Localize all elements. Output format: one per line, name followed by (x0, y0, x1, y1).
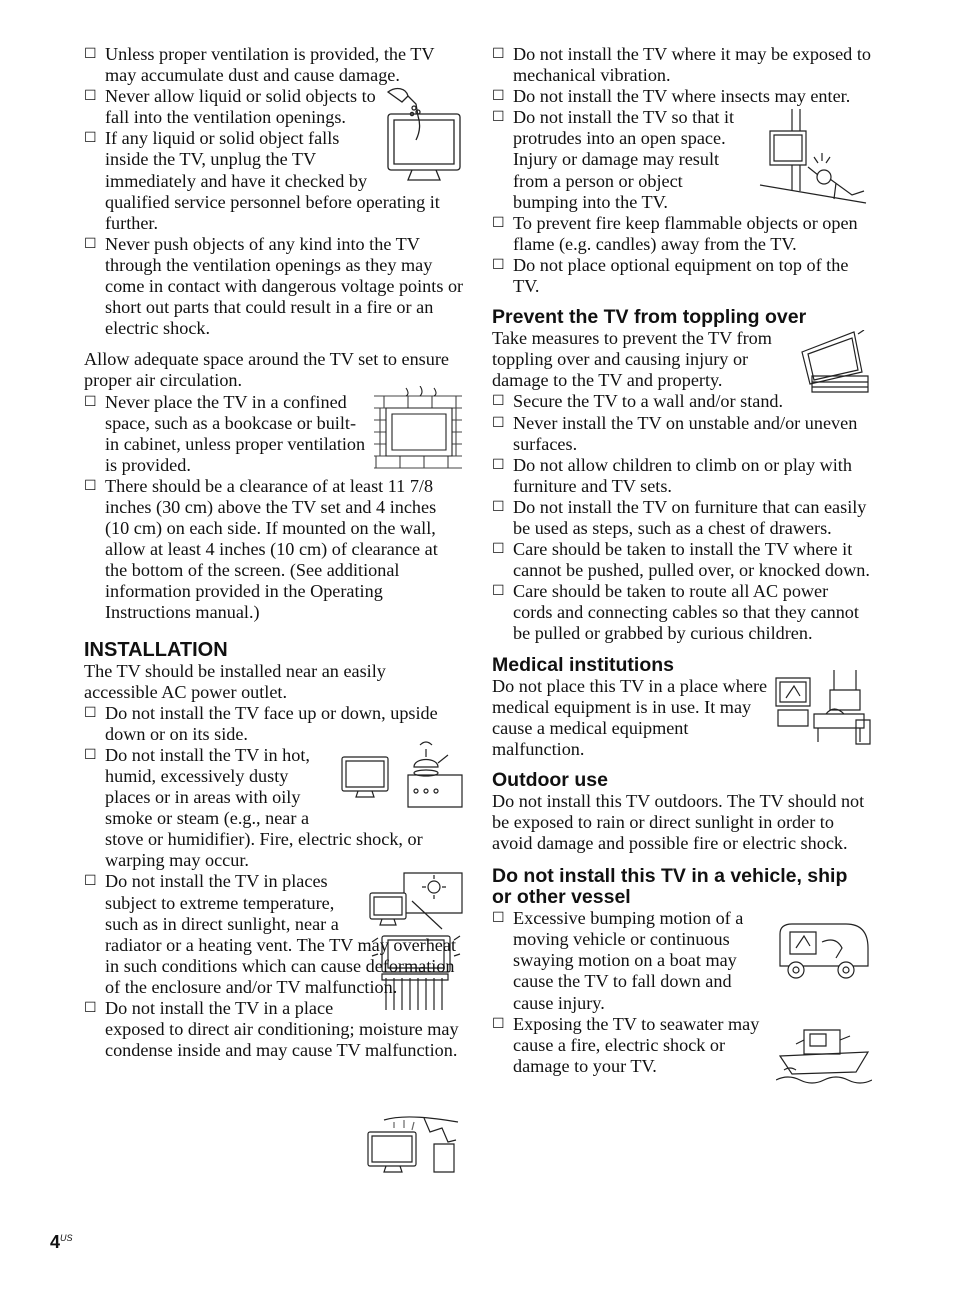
list-item: ☐ Never install the TV on unstable and/or uneven surfaces. (492, 413, 872, 455)
list-item: ☐ Do not install the TV so that it protrudes into an open space. Injury or damage may result from a person or object bumping into the TV. (492, 107, 872, 212)
list-item: ☐ Do not install the TV face up or down, upside down or on its side. (84, 703, 464, 745)
paragraph: Do not place this TV in a place where medical equipment is in use. It may cause a medical equipment malfunction. (492, 675, 768, 759)
list-item: ☐ Care should be taken to route all AC power cords and connecting cables so that they cannot be pulled or grabbed by curious children. (492, 581, 872, 644)
paragraph: Do not install this TV outdoors. The TV should not be exposed to rain or direct sunlight in order to avoid damage and possible fire or electric shock. (492, 790, 865, 854)
list-item: ☐ Do not allow children to climb on or play with furniture and TV sets. (492, 455, 872, 497)
page-number (50, 1232, 73, 1253)
list-item: ☐ Care should be taken to install the TV where it cannot be pushed, pulled over, or knocked down. (492, 539, 872, 581)
page-number-value: 4 (50, 1232, 61, 1252)
list-item: ☐ Unless proper ventilation is provided, the TV may accumulate dust and cause damage. (84, 44, 464, 86)
paragraph: Take measures to prevent the TV from toppling over and causing injury or damage to the TV and property. (492, 328, 772, 391)
list-item: ☐ Never push objects of any kind into the TV through the ventilation openings as they may come in contact with dangerous voltage points or short out parts that could result in a fire or an electric shock. (84, 234, 464, 339)
list-item: ☐ Excessive bumping motion of a moving vehicle or continuous swaying motion on a boat may cause the TV to fall down and cause injury. (492, 908, 872, 1013)
list-item: ☐ Do not install the TV where insects may enter. (492, 86, 872, 107)
section-heading: INSTALLATION (84, 638, 228, 661)
list-item: ☐ Do not install the TV on furniture that can easily be used as steps, such as a chest of drawers. (492, 497, 872, 539)
list-item: ☐ Exposing the TV to seawater may cause a fire, electric shock or damage to your TV. (492, 1014, 872, 1077)
list-item: ☐ Do not install the TV in hot, humid, excessively dusty places or in areas with oily smoke or steam (e.g., near a stove or humidifier). Fire, electric shock, or warping may occur. (84, 745, 464, 872)
list-item: ☐ Do not install the TV in a place exposed to direct air conditioning; moisture may condense inside and may cause TV malfunction. (84, 998, 464, 1061)
list-item: ☐ Secure the TV to a wall and/or stand. (492, 391, 872, 412)
right-column (492, 44, 872, 1088)
list-item: ☐ Do not install the TV in places subject to extreme temperature, such as in direct sunlight, near a radiator or a heating vent. The TV may overheat in such conditions which can cause deformation of the enclosure and/or TV malfunction. (84, 871, 464, 998)
page-number-suffix: US (60, 1233, 73, 1243)
section-heading: Prevent the TV from toppling over (492, 306, 807, 329)
section-heading: Outdoor use (492, 768, 608, 791)
paragraph: Allow adequate space around the TV set to ensure proper air circulation. (84, 349, 449, 391)
section-heading: Do not install this TV in a vehicle, ship or other vessel (492, 865, 848, 909)
list-item: ☐ There should be a clearance of at least 11 7/8 inches (30 cm) above the TV set and 4 inches (10 cm) on each side. If mounted on the wall, allow at least 4 inches (10 cm) of clearance at the bottom of the screen. (See additional information provided in the Operating Instructions manual.) (84, 476, 464, 624)
aircon-illustration (364, 1116, 462, 1181)
list-item: ☐ Do not place optional equipment on top of the TV. (492, 255, 872, 297)
left-column (84, 44, 464, 1061)
list-item: ☐ If any liquid or solid object falls inside the TV, unplug the TV immediately and have it checked by qualified service personnel before operating it further. (84, 128, 464, 233)
list-item: ☐ Do not install the TV where it may be exposed to mechanical vibration. (492, 44, 872, 86)
medical-illustration (774, 670, 872, 746)
toppling-illustration (798, 330, 872, 394)
list-item: ☐ Never allow liquid or solid objects to fall into the ventilation openings. (84, 86, 464, 128)
paragraph: The TV should be installed near an easily accessible AC power outlet. (84, 660, 386, 702)
section-heading: Medical institutions (492, 653, 675, 676)
list-item: ☐ Never place the TV in a confined space, such as a bookcase or built-in cabinet, unless proper ventilation is provided. (84, 392, 464, 476)
list-item: ☐ To prevent fire keep flammable objects or open flame (e.g. candles) away from the TV. (492, 213, 872, 255)
